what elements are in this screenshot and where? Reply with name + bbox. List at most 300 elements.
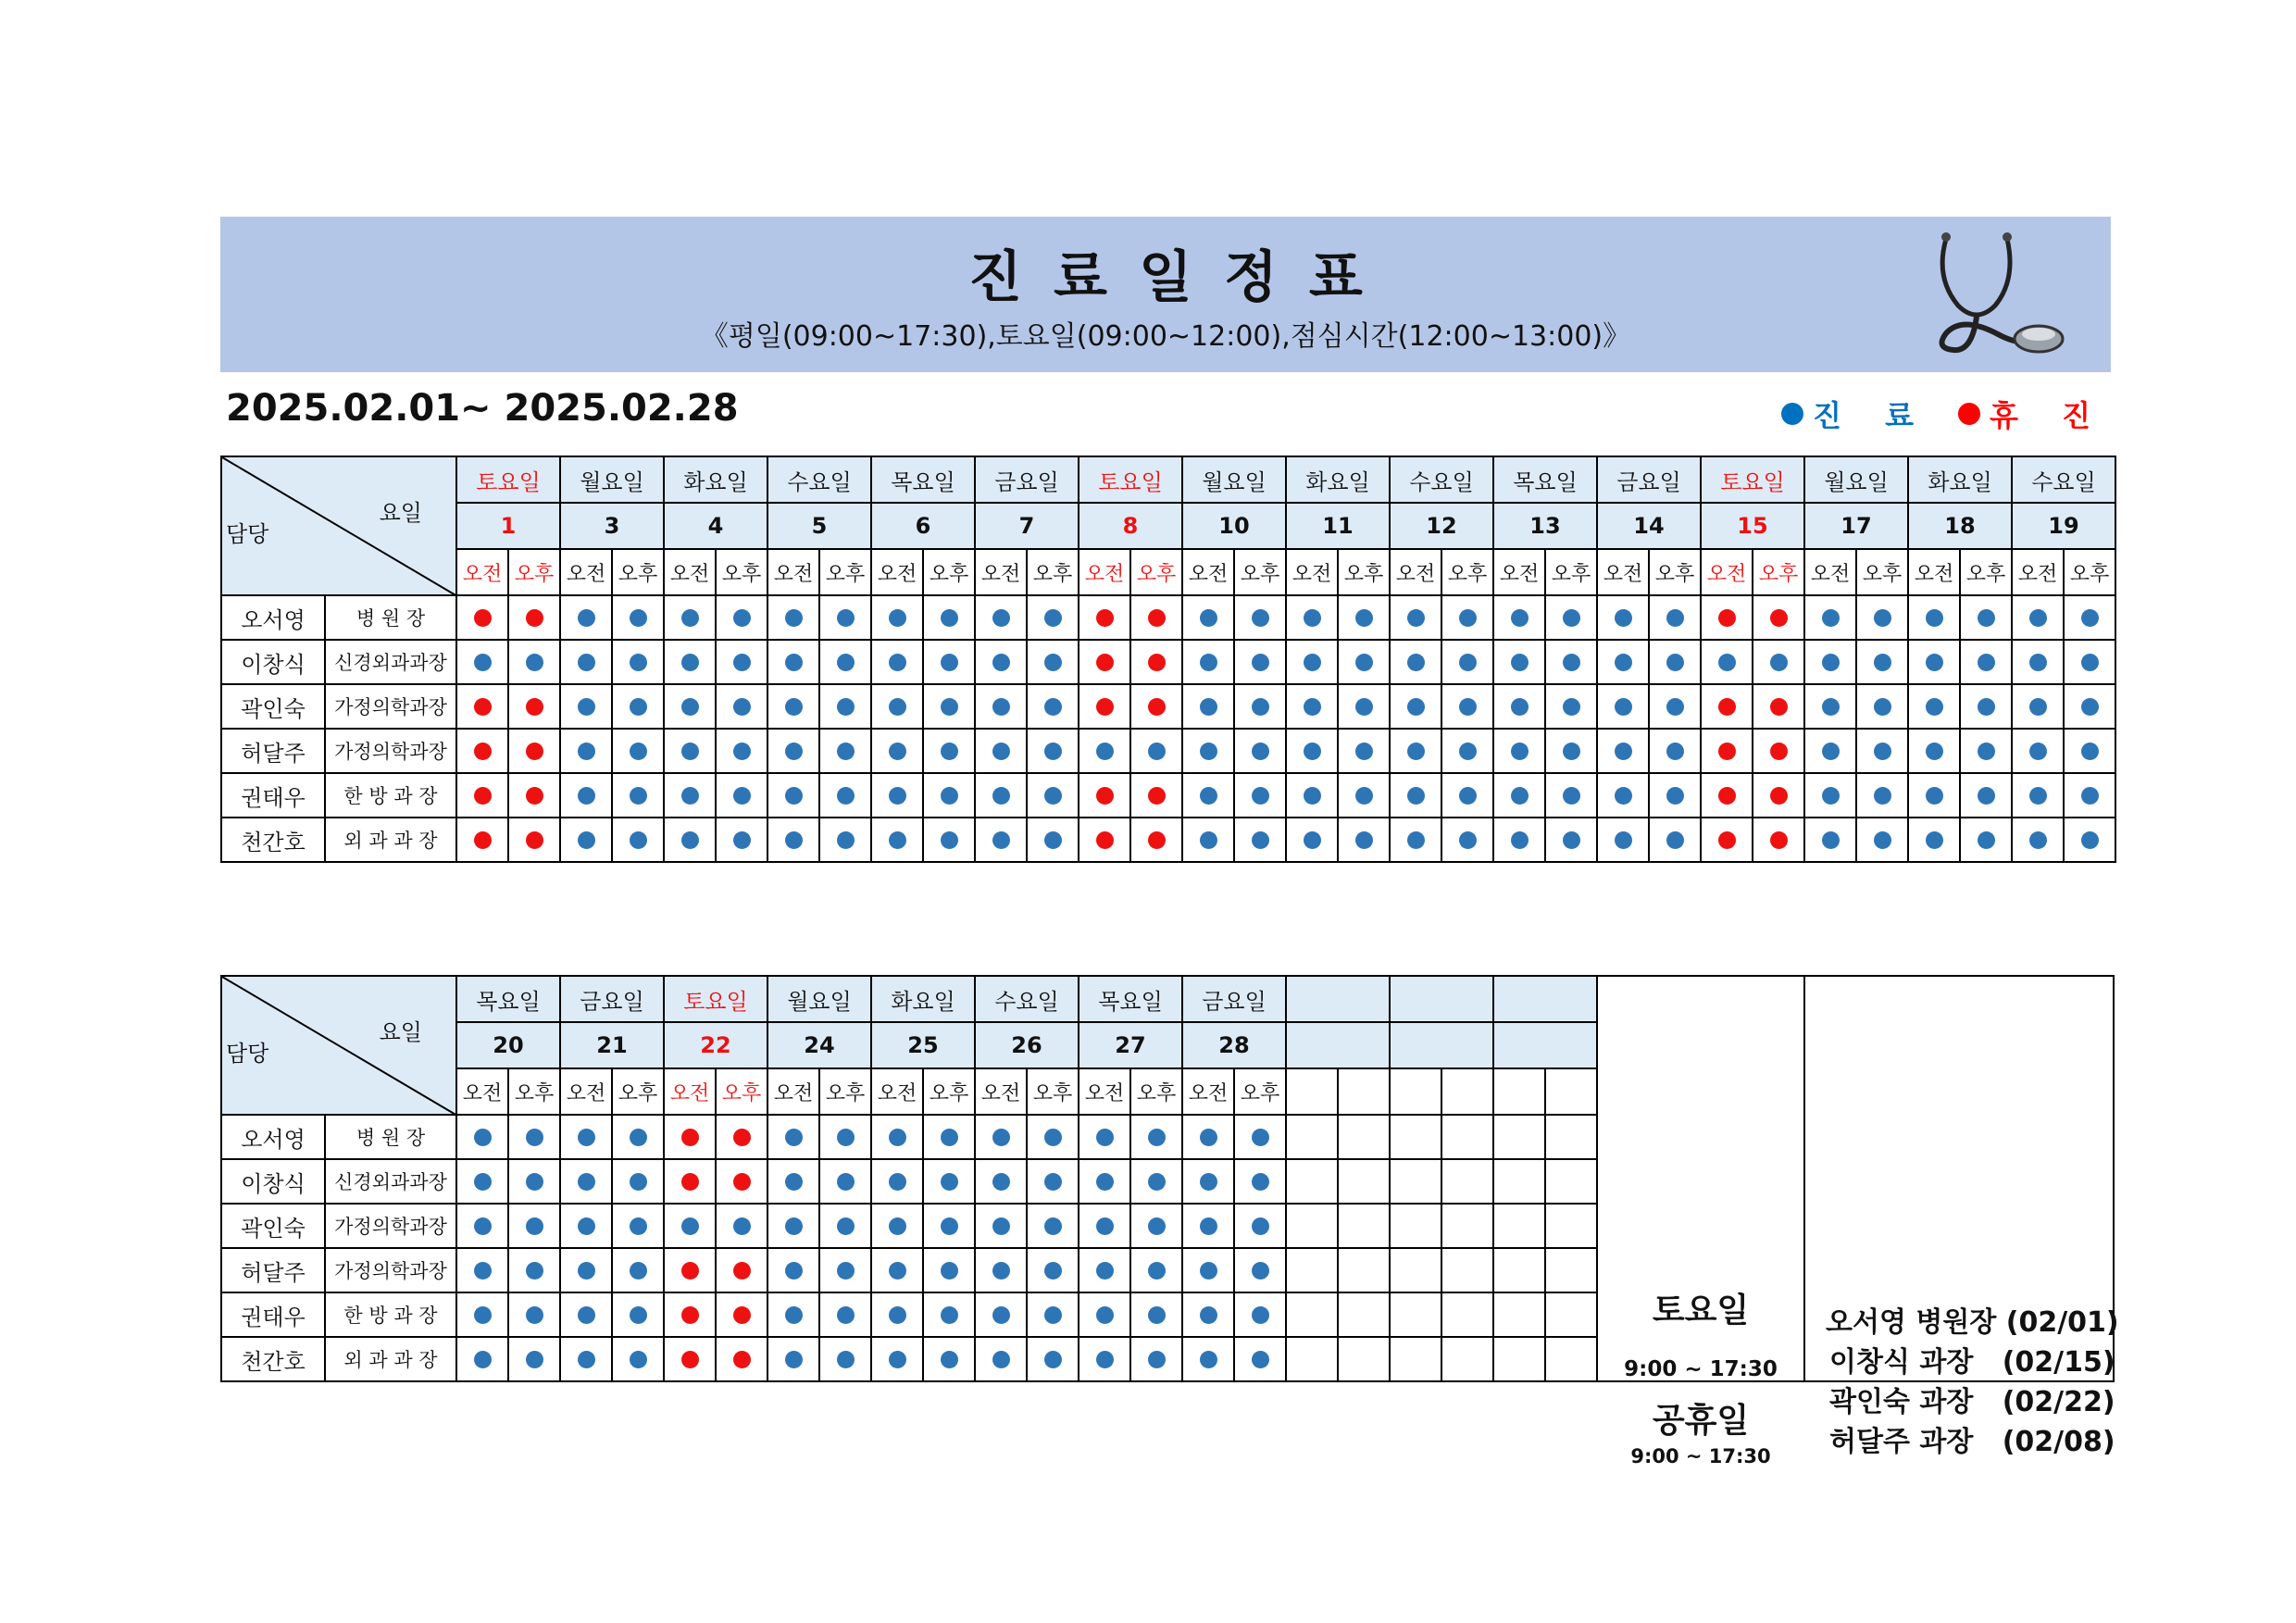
empty-weekday-cell	[1493, 976, 1597, 1022]
closed-dot-icon	[1096, 831, 1114, 849]
am-status-cell	[1597, 684, 1649, 729]
open-dot-icon	[2081, 743, 2099, 760]
am-status-cell	[1597, 640, 1649, 684]
open-dot-icon	[1252, 787, 1269, 805]
am-status-cell	[664, 773, 716, 818]
pm-status-cell	[819, 1159, 871, 1204]
am-status-cell	[456, 1248, 508, 1292]
closed-dot-icon	[1718, 787, 1736, 805]
pm-status-cell	[716, 1115, 767, 1159]
pm-status-cell	[612, 1115, 664, 1159]
open-dot-icon	[1407, 787, 1425, 805]
open-dot-icon	[1822, 831, 1840, 849]
weekday-header: 금요일	[1597, 456, 1701, 503]
open-dot-icon	[2081, 787, 2099, 805]
date-header: 28	[1182, 1022, 1286, 1068]
doctor-name: 허달주	[221, 729, 325, 773]
am-status-cell	[1390, 729, 1441, 773]
open-dot-icon	[1096, 1351, 1114, 1368]
weekday-header: 월요일	[1182, 456, 1286, 503]
open-dot-icon	[1044, 609, 1062, 627]
open-dot-icon	[941, 654, 958, 671]
open-dot-icon	[1874, 787, 1891, 805]
pm-status-cell	[2064, 818, 2115, 862]
am-status-cell	[1701, 773, 1753, 818]
am-status-cell	[1701, 640, 1753, 684]
hours-subtitle: 《평일(09:00~17:30),토요일(09:00~12:00),점심시간(12:00~13:00)》	[700, 320, 1631, 353]
open-dot-icon	[733, 831, 751, 849]
empty-status-cell	[1390, 1204, 1441, 1248]
am-status-cell	[1493, 773, 1545, 818]
am-status-cell	[1493, 595, 1545, 640]
empty-status-cell	[1493, 1292, 1545, 1337]
am-status-cell	[1079, 729, 1130, 773]
pm-status-cell	[923, 1292, 975, 1337]
doctor-row	[221, 773, 2115, 818]
am-status-cell	[664, 1337, 716, 1381]
header-banner	[220, 217, 2111, 372]
empty-status-cell	[1545, 1292, 1597, 1337]
pm-header: 오후	[1856, 549, 1908, 595]
pm-status-cell	[1856, 818, 1908, 862]
open-dot-icon	[1096, 1306, 1114, 1324]
am-header: 오전	[871, 1068, 923, 1115]
date-header: 25	[871, 1022, 975, 1068]
legend	[1781, 393, 2107, 435]
pm-status-cell	[1027, 595, 1079, 640]
open-dot-icon	[1044, 831, 1062, 849]
closed-dot-icon	[1148, 654, 1166, 671]
doctor-role: 신경외과과장	[325, 1159, 456, 1204]
am-status-cell	[1286, 773, 1338, 818]
am-status-cell	[1182, 818, 1234, 862]
pm-status-cell	[716, 640, 767, 684]
pm-header: 오후	[1234, 1068, 1286, 1115]
empty-status-cell	[1441, 1292, 1493, 1337]
pm-status-cell	[1960, 729, 2012, 773]
date-header: 8	[1079, 503, 1182, 549]
am-status-cell	[664, 1292, 716, 1337]
open-dot-icon	[1459, 698, 1477, 716]
pm-status-cell	[716, 1248, 767, 1292]
am-status-cell	[456, 1337, 508, 1381]
open-dot-icon	[474, 1217, 492, 1235]
am-header: 오전	[664, 549, 716, 595]
pm-header: 오후	[1545, 549, 1597, 595]
closed-dot-icon	[526, 743, 543, 760]
doctor-header-label: 담당	[226, 1041, 269, 1067]
open-dot-icon	[630, 1129, 647, 1146]
am-status-cell	[975, 1115, 1027, 1159]
open-dot-icon	[1252, 1306, 1269, 1324]
am-status-cell	[560, 773, 612, 818]
saturday-label: 토요일	[1652, 1292, 1750, 1330]
open-dot-icon	[1044, 1173, 1062, 1191]
weekday-header: 토요일	[1701, 456, 1804, 503]
open-dot-icon	[992, 1306, 1010, 1324]
open-dot-icon	[1252, 1351, 1269, 1368]
open-dot-icon	[1252, 1217, 1269, 1235]
closed-dot-icon	[1096, 609, 1114, 627]
am-status-cell	[1182, 1337, 1234, 1381]
closed-dot-icon	[1770, 831, 1788, 849]
doctor-role: 한 방 과 장	[325, 1292, 456, 1337]
closed-dot-icon	[526, 787, 543, 805]
open-dot-icon	[630, 609, 647, 627]
date-header: 18	[1908, 503, 2012, 549]
pm-header: 오후	[819, 1068, 871, 1115]
doctor-role: 외 과 과 장	[325, 818, 456, 862]
am-status-cell	[1182, 729, 1234, 773]
weekday-header: 금요일	[1182, 976, 1286, 1022]
date-header: 20	[456, 1022, 560, 1068]
pm-status-cell	[1130, 1115, 1182, 1159]
open-dot-icon	[1252, 698, 1269, 716]
closed-dot-icon	[1718, 609, 1736, 627]
open-dot-icon	[1822, 787, 1840, 805]
am-status-cell	[664, 1204, 716, 1248]
pm-header: 오후	[508, 1068, 560, 1115]
am-status-cell	[1390, 773, 1441, 818]
doctor-name: 권태우	[221, 1292, 325, 1337]
open-dot-icon	[1044, 743, 1062, 760]
pm-header: 오후	[1130, 549, 1182, 595]
open-dot-icon	[1355, 831, 1373, 849]
open-dot-icon	[837, 1262, 855, 1280]
open-dot-icon	[630, 698, 647, 716]
open-dot-icon	[733, 787, 751, 805]
am-status-cell	[975, 684, 1027, 729]
am-header: 오전	[1079, 1068, 1130, 1115]
open-dot-icon	[1666, 743, 1684, 760]
pm-status-cell	[716, 773, 767, 818]
open-dot-icon	[1200, 609, 1217, 627]
am-header: 오전	[456, 1068, 508, 1115]
am-status-cell	[975, 729, 1027, 773]
pm-status-cell	[1130, 773, 1182, 818]
closed-dot-icon	[474, 698, 492, 716]
pm-status-cell	[1753, 773, 1804, 818]
open-dot-icon	[785, 1262, 803, 1280]
date-header: 21	[560, 1022, 664, 1068]
am-status-cell	[456, 1204, 508, 1248]
am-status-cell	[871, 1159, 923, 1204]
am-header: 오전	[560, 1068, 612, 1115]
open-dot-icon	[1304, 787, 1321, 805]
pm-status-cell	[1234, 818, 1286, 862]
open-dot-icon	[837, 1217, 855, 1235]
pm-status-cell	[1027, 773, 1079, 818]
weekday-header: 토요일	[664, 976, 767, 1022]
open-dot-icon	[837, 1306, 855, 1324]
am-status-cell	[1182, 640, 1234, 684]
open-dot-icon	[474, 1173, 492, 1191]
open-dot-icon	[1563, 609, 1580, 627]
pm-status-cell	[1234, 1204, 1286, 1248]
open-dot-icon	[1148, 1129, 1166, 1146]
am-status-cell	[1804, 595, 1856, 640]
pm-status-cell	[612, 640, 664, 684]
open-dot-icon	[1874, 698, 1891, 716]
pm-status-cell	[1130, 1248, 1182, 1292]
open-dot-icon	[1304, 609, 1321, 627]
pm-status-cell	[1130, 1337, 1182, 1381]
am-status-cell	[560, 1248, 612, 1292]
empty-ampm-cell	[1390, 1068, 1441, 1115]
am-header: 오전	[767, 549, 819, 595]
open-dot-icon	[1926, 609, 1943, 627]
open-dot-icon	[630, 1351, 647, 1368]
empty-status-cell	[1545, 1337, 1597, 1381]
open-dot-icon	[681, 609, 699, 627]
empty-status-cell	[1493, 1337, 1545, 1381]
am-status-cell	[767, 1248, 819, 1292]
open-dot-icon	[1770, 654, 1788, 671]
open-dot-icon	[526, 1262, 543, 1280]
am-status-cell	[871, 684, 923, 729]
am-status-cell	[456, 818, 508, 862]
am-status-cell	[871, 818, 923, 862]
open-dot-icon	[992, 654, 1010, 671]
closed-dot-icon	[1718, 831, 1736, 849]
open-dot-icon	[1511, 831, 1529, 849]
weekday-header: 수요일	[1390, 456, 1493, 503]
pm-header: 오후	[1960, 549, 2012, 595]
doctor-name: 곽인숙	[221, 1204, 325, 1248]
open-dot-icon	[1096, 743, 1114, 760]
open-dot-icon	[1096, 1173, 1114, 1191]
empty-status-cell	[1338, 1292, 1390, 1337]
open-dot-icon	[1615, 654, 1632, 671]
open-dot-icon	[526, 1129, 543, 1146]
date-header: 5	[767, 503, 871, 549]
pm-status-cell	[1027, 729, 1079, 773]
open-dot-icon	[1355, 743, 1373, 760]
weekday-header: 화요일	[1908, 456, 2012, 503]
open-dot-icon	[630, 1262, 647, 1280]
empty-status-cell	[1493, 1159, 1545, 1204]
pm-status-cell	[1027, 1115, 1079, 1159]
pm-status-cell	[1753, 818, 1804, 862]
am-status-cell	[1701, 729, 1753, 773]
closed-dot-icon	[681, 1262, 699, 1280]
open-dot-icon	[837, 1351, 855, 1368]
open-dot-icon	[785, 1173, 803, 1191]
pm-status-cell	[612, 1337, 664, 1381]
weekday-header: 화요일	[871, 976, 975, 1022]
open-dot-icon	[1200, 698, 1217, 716]
pm-status-cell	[508, 1337, 560, 1381]
open-dot-icon	[1822, 654, 1840, 671]
open-dot-icon	[578, 1351, 595, 1368]
pm-status-cell	[1234, 1292, 1286, 1337]
am-status-cell	[560, 1159, 612, 1204]
am-status-cell	[1079, 1337, 1130, 1381]
legend-closed-label: 휴 진	[1990, 398, 2107, 433]
open-dot-icon	[2081, 654, 2099, 671]
pm-status-cell	[1027, 1337, 1079, 1381]
pm-status-cell	[1649, 640, 1701, 684]
pm-status-cell	[716, 729, 767, 773]
empty-status-cell	[1338, 1159, 1390, 1204]
pm-status-cell	[1649, 729, 1701, 773]
open-dot-icon	[578, 609, 595, 627]
pm-status-cell	[1441, 818, 1493, 862]
open-dot-icon	[941, 1217, 958, 1235]
pm-status-cell	[2064, 595, 2115, 640]
am-status-cell	[1286, 684, 1338, 729]
open-dot-icon	[578, 831, 595, 849]
closed-dot-icon	[1770, 743, 1788, 760]
saturday-duty-item: 오서영 병원장 (02/01)	[1826, 1306, 2119, 1339]
closed-dot-icon	[1770, 787, 1788, 805]
pm-status-cell	[1234, 640, 1286, 684]
empty-status-cell	[1545, 1204, 1597, 1248]
pm-status-cell	[923, 729, 975, 773]
am-status-cell	[1286, 729, 1338, 773]
open-dot-icon	[630, 1173, 647, 1191]
weekday-header: 금요일	[975, 456, 1079, 503]
saturday-duty-list	[1826, 1303, 2119, 1462]
closed-dot-icon	[1770, 698, 1788, 716]
am-status-cell	[1390, 595, 1441, 640]
open-dot-icon	[630, 1217, 647, 1235]
pm-status-cell	[819, 773, 871, 818]
date-header: 27	[1079, 1022, 1182, 1068]
pm-status-cell	[1960, 595, 2012, 640]
open-dot-icon	[1874, 831, 1891, 849]
open-dot-icon	[889, 609, 906, 627]
open-dot-icon	[889, 1129, 906, 1146]
pm-status-cell	[1027, 1292, 1079, 1337]
am-header: 오전	[1390, 549, 1441, 595]
am-status-cell	[1493, 818, 1545, 862]
weekday-header: 월요일	[560, 456, 664, 503]
am-status-cell	[1079, 684, 1130, 729]
closed-dot-icon	[1148, 831, 1166, 849]
closed-dot-icon	[681, 1351, 699, 1368]
doctor-role: 병 원 장	[325, 595, 456, 640]
am-status-cell	[560, 1204, 612, 1248]
open-dot-icon	[681, 743, 699, 760]
am-status-cell	[975, 773, 1027, 818]
am-status-cell	[456, 1159, 508, 1204]
am-status-cell	[560, 1292, 612, 1337]
open-dot-icon	[1200, 1351, 1217, 1368]
pm-status-cell	[1545, 729, 1597, 773]
open-dot-icon	[1978, 743, 1995, 760]
open-dot-icon	[889, 1306, 906, 1324]
pm-status-cell	[1753, 595, 1804, 640]
pm-status-cell	[819, 640, 871, 684]
pm-status-cell	[1234, 595, 1286, 640]
open-dot-icon	[941, 831, 958, 849]
am-status-cell	[871, 640, 923, 684]
pm-status-cell	[1441, 729, 1493, 773]
date-header: 15	[1701, 503, 1804, 549]
schedule-table-second-half	[220, 975, 2119, 1467]
empty-status-cell	[1338, 1204, 1390, 1248]
open-dot-icon	[733, 698, 751, 716]
open-dot-icon	[578, 1262, 595, 1280]
am-status-cell	[767, 640, 819, 684]
am-status-cell	[1908, 640, 1960, 684]
pm-status-cell	[819, 1115, 871, 1159]
open-dot-icon	[1615, 831, 1632, 849]
open-dot-icon	[1355, 698, 1373, 716]
date-header: 12	[1390, 503, 1493, 549]
open-dot-icon	[785, 698, 803, 716]
date-header: 19	[2012, 503, 2115, 549]
saturday-time: 9:00 ~ 17:30	[1624, 1357, 1778, 1381]
schedule-table-first-half	[220, 456, 2116, 863]
closed-dot-icon	[1718, 743, 1736, 760]
empty-status-cell	[1286, 1337, 1338, 1381]
open-dot-icon	[1615, 609, 1632, 627]
closed-dot-icon	[526, 698, 543, 716]
am-status-cell	[1493, 640, 1545, 684]
pm-status-cell	[612, 729, 664, 773]
am-header: 오전	[1597, 549, 1649, 595]
open-dot-icon	[1781, 403, 1803, 425]
legend-open-label: 진 료	[1813, 398, 1931, 433]
am-status-cell	[1286, 818, 1338, 862]
am-status-cell	[767, 1204, 819, 1248]
empty-status-cell	[1441, 1115, 1493, 1159]
pm-header: 오후	[716, 1068, 767, 1115]
pm-status-cell	[1130, 640, 1182, 684]
empty-status-cell	[1441, 1337, 1493, 1381]
open-dot-icon	[1511, 609, 1529, 627]
pm-status-cell	[1856, 684, 1908, 729]
open-dot-icon	[992, 698, 1010, 716]
open-dot-icon	[1874, 609, 1891, 627]
pm-status-cell	[1027, 1159, 1079, 1204]
day-header-label: 요일	[379, 500, 422, 526]
open-dot-icon	[1926, 698, 1943, 716]
open-dot-icon	[1252, 743, 1269, 760]
open-dot-icon	[1511, 787, 1529, 805]
closed-dot-icon	[681, 1129, 699, 1146]
open-dot-icon	[785, 654, 803, 671]
pm-status-cell	[819, 1337, 871, 1381]
open-dot-icon	[2081, 698, 2099, 716]
open-dot-icon	[1304, 654, 1321, 671]
open-dot-icon	[1666, 698, 1684, 716]
am-status-cell	[664, 1159, 716, 1204]
open-dot-icon	[1044, 1217, 1062, 1235]
closed-dot-icon	[1096, 698, 1114, 716]
pm-header: 오후	[2064, 549, 2115, 595]
pm-status-cell	[1960, 818, 2012, 862]
pm-status-cell	[1027, 684, 1079, 729]
am-header: 오전	[1182, 549, 1234, 595]
empty-status-cell	[1286, 1159, 1338, 1204]
doctor-name: 천간호	[221, 1337, 325, 1381]
am-status-cell	[1804, 640, 1856, 684]
open-dot-icon	[578, 1129, 595, 1146]
open-dot-icon	[1200, 654, 1217, 671]
hours-info-panel	[1597, 976, 1804, 1467]
am-status-cell	[2012, 640, 2064, 684]
pm-header: 오후	[612, 1068, 664, 1115]
open-dot-icon	[474, 654, 492, 671]
open-dot-icon	[992, 831, 1010, 849]
closed-dot-icon	[1770, 609, 1788, 627]
am-status-cell	[1908, 818, 1960, 862]
open-dot-icon	[1563, 654, 1580, 671]
am-status-cell	[1804, 818, 1856, 862]
